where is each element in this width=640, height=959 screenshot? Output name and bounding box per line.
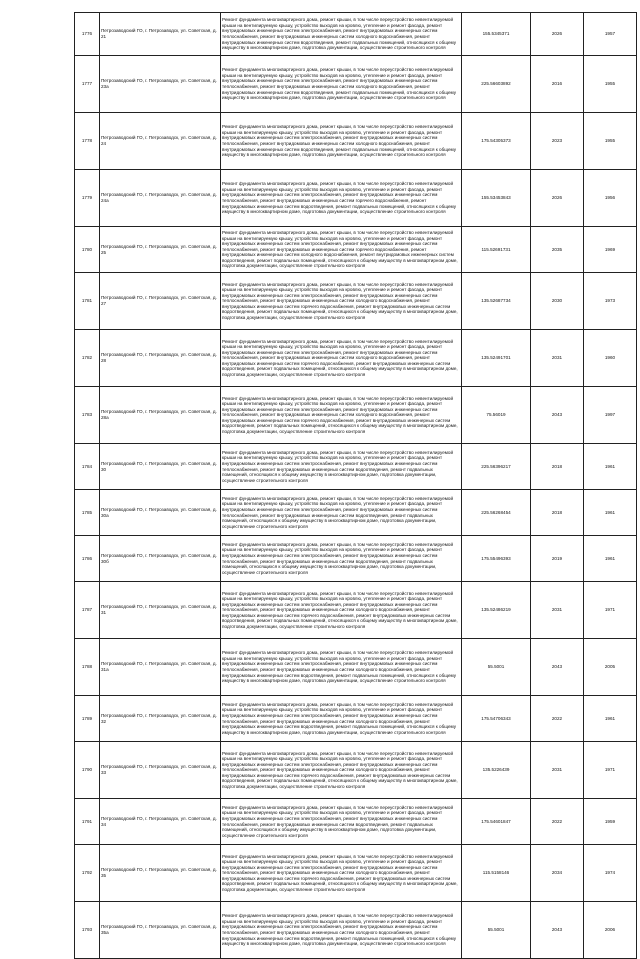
cost-cell: 175.54601847 <box>462 799 531 845</box>
row-number: 1776 <box>75 13 100 56</box>
row-number: 1780 <box>75 227 100 273</box>
work-description-cell: Ремонт фундамента многоквартирного дома, ремонт крыши, в том числе переустройство невентилируемой крыши на вентилируемую крышу, устройство выходов на кровлю, утепление и ремонт фасада, ремонт внутридомовых инженерных систем электроснабжения, ремонт внутридомовых инженерных систем теплоснабжения, ремонт внутридомовых инженерных систем водоотведения, ремонт подвальных помещений, относящихся к общему имуществу в многоквартирном доме, подготовка документации, осуществление строительного контроля <box>221 536 462 582</box>
capital-repair-table <box>74 12 637 959</box>
table-row <box>75 639 637 696</box>
planned-year-cell: 2019 <box>531 536 584 582</box>
row-number: 1782 <box>75 330 100 387</box>
row-number: 1786 <box>75 536 100 582</box>
row-number: 1781 <box>75 273 100 330</box>
row-number: 1793 <box>75 902 100 959</box>
cost-cell: 135.52491701 <box>462 330 531 387</box>
build-year-cell: 2006 <box>584 902 637 959</box>
build-year-cell: 1956 <box>584 170 637 227</box>
address-cell: Петрозаводский ГО, г. Петрозаводск, ул. Советская, д. 27 <box>100 273 221 330</box>
row-number: 1785 <box>75 490 100 536</box>
cost-cell: 75.56019 <box>462 387 531 444</box>
table-row <box>75 113 637 170</box>
work-description-cell: Ремонт фундамента многоквартирного дома, ремонт крыши, в том числе переустройство невентилируемой крыши на вентилируемую крышу, устройство выходов на кровлю, утепление и ремонт фасада, ремонт внутридомовых инженерных систем электроснабжения, ремонт внутридомовых инженерных систем теплоснабжения, ремонт внутридомовых инженерных систем холодного водоснабжения, ремонт внутридомовых инженерных систем горячего водоснабжения, ремонт внутридомовых инженерных систем водоотведения, ремонт подвальных помещений, относящихся к общему имуществу в многоквартирном доме, подготовка документации, осуществление строительного контроля <box>221 387 462 444</box>
address-cell: Петрозаводский ГО, г. Петрозаводск, ул. Советская, д. 23а <box>100 56 221 113</box>
work-description-cell: Ремонт фундамента многоквартирного дома, ремонт крыши, в том числе переустройство невентилируемой крыши на вентилируемую крышу, устройство выходов на кровлю, утепление и ремонт фасада, ремонт внутридомовых инженерных систем электроснабжения, ремонт внутридомовых инженерных систем теплоснабжения, ремонт внутридомовых инженерных систем холодного водоснабжения, ремонт внутридомовых инженерных систем горячего водоснабжения, ремонт внутридомовых инженерных систем водоотведения, ремонт подвальных помещений, относящихся к общему имуществу в многоквартирном доме, подготовка документации, осуществление строительного контроля <box>221 330 462 387</box>
address-cell: Петрозаводский ГО, г. Петрозаводск, ул. Советская, д. 30б <box>100 536 221 582</box>
address-cell: Петрозаводский ГО, г. Петрозаводск, ул. Советская, д. 24а <box>100 170 221 227</box>
table-row <box>75 56 637 113</box>
cost-cell: 175.54706343 <box>462 696 531 742</box>
row-number: 1784 <box>75 444 100 490</box>
build-year-cell: 1961 <box>584 444 637 490</box>
table-row <box>75 902 637 959</box>
address-cell: Петрозаводский ГО, г. Петрозаводск, ул. Советская, д. 32 <box>100 696 221 742</box>
build-year-cell: 1974 <box>584 845 637 902</box>
row-number: 1792 <box>75 845 100 902</box>
work-description-cell: Ремонт фундамента многоквартирного дома, ремонт крыши, в том числе переустройство невентилируемой крыши на вентилируемую крышу, устройство выходов на кровлю, утепление и ремонт фасада, ремонт внутридомовых инженерных систем электроснабжения, ремонт внутридомовых инженерных систем теплоснабжения, ремонт внутридомовых инженерных систем холодного водоснабжения, ремонт внутридомовых инженерных систем водоотведения, ремонт подвальных помещений, относящихся к общему имуществу в многоквартирном доме, подготовка документации, осуществление строительного контроля <box>221 902 462 959</box>
row-number: 1783 <box>75 387 100 444</box>
planned-year-cell: 2043 <box>531 639 584 696</box>
cost-cell: 115.52691731 <box>462 227 531 273</box>
address-cell: Петрозаводский ГО, г. Петрозаводск, ул. Советская, д. 33 <box>100 742 221 799</box>
planned-year-cell: 2031 <box>531 742 584 799</box>
planned-year-cell: 2022 <box>531 799 584 845</box>
work-description-cell: Ремонт фундамента многоквартирного дома, ремонт крыши, в том числе переустройство невентилируемой крыши на вентилируемую крышу, устройство выходов на кровлю, утепление и ремонт фасада, ремонт внутридомовых инженерных систем электроснабжения, ремонт внутридомовых инженерных систем теплоснабжения, ремонт внутридомовых инженерных систем холодного водоснабжения, ремонт внутридомовых инженерных систем водоотведения, ремонт подвальных помещений, относящихся к общему имуществу в многоквартирном доме, подготовка документации, осуществление строительного контроля <box>221 113 462 170</box>
row-number: 1791 <box>75 799 100 845</box>
address-cell: Петрозаводский ГО, г. Петрозаводск, ул. Советская, д. 30а <box>100 490 221 536</box>
planned-year-cell: 2016 <box>531 56 584 113</box>
table-row <box>75 227 637 273</box>
build-year-cell: 1961 <box>584 490 637 536</box>
build-year-cell: 1961 <box>584 696 637 742</box>
build-year-cell: 1997 <box>584 387 637 444</box>
planned-year-cell: 2026 <box>531 13 584 56</box>
cost-cell: 175.55496393 <box>462 536 531 582</box>
build-year-cell: 1957 <box>584 13 637 56</box>
address-cell: Петрозаводский ГО, г. Петрозаводск, ул. Советская, д. 35 <box>100 845 221 902</box>
table-body <box>75 13 637 959</box>
address-cell: Петрозаводский ГО, г. Петрозаводск, ул. Советская, д. 35а <box>100 902 221 959</box>
cost-cell: 55.5001 <box>462 639 531 696</box>
work-description-cell: Ремонт фундамента многоквартирного дома, ремонт крыши, в том числе переустройство невентилируемой крыши на вентилируемую крышу, устройство выходов на кровлю, утепление и ремонт фасада, ремонт внутридомовых инженерных систем электроснабжения, ремонт внутридомовых инженерных систем теплоснабжения, ремонт внутридомовых инженерных систем холодного водоснабжения, ремонт внутридомовых инженерных систем горячего водоснабжения, ремонт внутридомовых инженерных систем водоотведения, ремонт подвальных помещений, относящихся к общему имуществу в многоквартирном доме, подготовка документации, осуществление строительного контроля <box>221 273 462 330</box>
table-row <box>75 582 637 639</box>
row-number: 1779 <box>75 170 100 227</box>
address-cell: Петрозаводский ГО, г. Петрозаводск, ул. Советская, д. 34 <box>100 799 221 845</box>
row-number: 1787 <box>75 582 100 639</box>
work-description-cell: Ремонт фундамента многоквартирного дома, ремонт крыши, в том числе переустройство невентилируемой крыши на вентилируемую крышу, устройство выходов на кровлю, утепление и ремонт фасада, ремонт внутридомовых инженерных систем электроснабжения, ремонт внутридомовых инженерных систем теплоснабжения, ремонт внутридомовых инженерных систем водоотведения, ремонт подвальных помещений, относящихся к общему имуществу в многоквартирном доме, подготовка документации, осуществление строительного контроля <box>221 444 462 490</box>
table-row <box>75 490 637 536</box>
address-cell: Петрозаводский ГО, г. Петрозаводск, ул. Советская, д. 31 <box>100 582 221 639</box>
work-description-cell: Ремонт фундамента многоквартирного дома, ремонт крыши, в том числе переустройство невентилируемой крыши на вентилируемую крышу, устройство выходов на кровлю, утепление и ремонт фасада, ремонт внутридомовых инженерных систем электроснабжения, ремонт внутридомовых инженерных систем теплоснабжения, ремонт внутридомовых инженерных систем холодного водоснабжения, ремонт внутридомовых инженерных систем горячего водоснабжения, ремонт внутридомовых инженерных систем водоотведения, ремонт подвальных помещений, относящихся к общему имуществу в многоквартирном доме, подготовка документации, осуществление строительного контроля <box>221 845 462 902</box>
planned-year-cell: 2043 <box>531 387 584 444</box>
cost-cell: 135.52687734 <box>462 273 531 330</box>
build-year-cell: 1973 <box>584 273 637 330</box>
address-cell: Петрозаводский ГО, г. Петрозаводск, ул. Советская, д. 31а <box>100 639 221 696</box>
build-year-cell: 1961 <box>584 536 637 582</box>
cost-cell: 115.5158146 <box>462 845 531 902</box>
table-row <box>75 536 637 582</box>
work-description-cell: Ремонт фундамента многоквартирного дома, ремонт крыши, в том числе переустройство невентилируемой крыши на вентилируемую крышу, устройство выходов на кровлю, утепление и ремонт фасада, ремонт внутридомовых инженерных систем электроснабжения, ремонт внутридомовых инженерных систем теплоснабжения, ремонт внутридомовых инженерных систем водоотведения, ремонт подвальных помещений, относящихся к общему имуществу в многоквартирном доме, подготовка документации, осуществление строительного контроля <box>221 490 462 536</box>
table-row <box>75 387 637 444</box>
planned-year-cell: 2034 <box>531 845 584 902</box>
build-year-cell: 1960 <box>584 330 637 387</box>
work-description-cell: Ремонт фундамента многоквартирного дома, ремонт крыши, в том числе переустройство невентилируемой крыши на вентилируемую крышу, устройство выходов на кровлю, утепление и ремонт фасада, ремонт внутридомовых инженерных систем электроснабжения, ремонт внутридомовых инженерных систем теплоснабжения, ремонт внутридомовых инженерных систем холодного водоснабжения, ремонт внутридомовых инженерных систем водоотведения, ремонт подвальных помещений, относящихся к общему имуществу в многоквартирном доме, подготовка документации, осуществление строительного контроля <box>221 56 462 113</box>
cost-cell: 155.5345371 <box>462 13 531 56</box>
address-cell: Петрозаводский ГО, г. Петрозаводск, ул. Советская, д. 28а <box>100 387 221 444</box>
work-description-cell: Ремонт фундамента многоквартирного дома, ремонт крыши, в том числе переустройство невентилируемой крыши на вентилируемую крышу, устройство выходов на кровлю, утепление и ремонт фасада, ремонт внутридомовых инженерных систем электроснабжения, ремонт внутридомовых инженерных систем теплоснабжения, ремонт внутридомовых инженерных систем водоотведения, ремонт подвальных помещений, относящихся к общему имуществу в многоквартирном доме, подготовка документации, осуществление строительного контроля <box>221 799 462 845</box>
table-row <box>75 742 637 799</box>
cost-cell: 175.54305373 <box>462 113 531 170</box>
row-number: 1778 <box>75 113 100 170</box>
row-number: 1790 <box>75 742 100 799</box>
address-cell: Петрозаводский ГО, г. Петрозаводск, ул. Советская, д. 25 <box>100 227 221 273</box>
cost-cell: 225.56603892 <box>462 56 531 113</box>
table-row <box>75 273 637 330</box>
table-row <box>75 170 637 227</box>
table-row <box>75 799 637 845</box>
planned-year-cell: 2043 <box>531 902 584 959</box>
planned-year-cell: 2026 <box>531 170 584 227</box>
cost-cell: 155.53453843 <box>462 170 531 227</box>
table-row <box>75 696 637 742</box>
row-number: 1788 <box>75 639 100 696</box>
table-row <box>75 13 637 56</box>
planned-year-cell: 2030 <box>531 273 584 330</box>
work-description-cell: Ремонт фундамента многоквартирного дома, ремонт крыши, в том числе переустройство невентилируемой крыши на вентилируемую крышу, устройство выходов на кровлю, утепление и ремонт фасада, ремонт внутридомовых инженерных систем электроснабжения, ремонт внутридомовых инженерных систем теплоснабжения, ремонт внутридомовых инженерных систем холодного водоснабжения, ремонт внутридомовых инженерных систем горячего водоснабжения, ремонт внутридомовых инженерных систем водоотведения, ремонт подвальных помещений, относящихся к общему имуществу в многоквартирном доме, подготовка документации, осуществление строительного контроля <box>221 742 462 799</box>
build-year-cell: 1959 <box>584 799 637 845</box>
address-cell: Петрозаводский ГО, г. Петрозаводск, ул. Советская, д. 28 <box>100 330 221 387</box>
build-year-cell: 1971 <box>584 582 637 639</box>
build-year-cell: 1969 <box>584 227 637 273</box>
work-description-cell: Ремонт фундамента многоквартирного дома, ремонт крыши, в том числе переустройство невентилируемой крыши на вентилируемую крышу, устройство выходов на кровлю, утепление и ремонт фасада, ремонт внутридомовых инженерных систем электроснабжения, ремонт внутридомовых инженерных систем теплоснабжения, ремонт внутридомовых инженерных систем холодного водоснабжения, ремонт внутридомовых инженерных систем горячего водоснабжения, ремонт внутридомовых инженерных систем водоотведения, ремонт подвальных помещений, относящихся к общему имуществу в многоквартирном доме, подготовка документации, осуществление строительного контроля <box>221 582 462 639</box>
cost-cell: 225.56396217 <box>462 444 531 490</box>
work-description-cell: Ремонт фундамента многоквартирного дома, ремонт крыши, в том числе переустройство невентилируемой крыши на вентилируемую крышу, устройство выходов на кровлю, утепление и ремонт фасада, ремонт внутридомовых инженерных систем электроснабжения, ремонт внутридомовых инженерных систем теплоснабжения, ремонт внутридомовых инженерных систем холодного водоснабжения, ремонт внутридомовых инженерных систем водоотведения, ремонт подвальных помещений, относящихся к общему имуществу в многоквартирном доме, подготовка документации, осуществление строительного контроля <box>221 639 462 696</box>
document-page <box>74 12 620 959</box>
planned-year-cell: 2031 <box>531 330 584 387</box>
work-description-cell: Ремонт фундамента многоквартирного дома, ремонт крыши, в том числе переустройство невентилируемой крыши на вентилируемую крышу, устройство выходов на кровлю, утепление и ремонт фасада, ремонт внутридомовых инженерных систем электроснабжения, ремонт внутридомовых инженерных систем теплоснабжения, ремонт внутридомовых инженерных систем горячего водоснабжения, ремонт внутридомовых инженерных систем водоотведения, ремонт подвальных помещений, относящихся к общему имуществу в многоквартирном доме, подготовка документации, осуществление строительного контроля <box>221 170 462 227</box>
cost-cell: 135.5226439 <box>462 742 531 799</box>
planned-year-cell: 2022 <box>531 696 584 742</box>
work-description-cell: Ремонт фундамента многоквартирного дома, ремонт крыши, в том числе переустройство невентилируемой крыши на вентилируемую крышу, устройство выходов на кровлю, утепление и ремонт фасада, ремонт внутридомовых инженерных систем электроснабжения, ремонт внутридомовых инженерных систем теплоснабжения, ремонт внутридомовых инженерных систем холодного водоснабжения, ремонт внутридомовых инженерных систем водоотведения, ремонт подвальных помещений, относящихся к общему имуществу в многоквартирном доме, подготовка документации, осуществление строительного контроля <box>221 13 462 56</box>
planned-year-cell: 2023 <box>531 113 584 170</box>
address-cell: Петрозаводский ГО, г. Петрозаводск, ул. Советская, д. 21 <box>100 13 221 56</box>
build-year-cell: 1955 <box>584 113 637 170</box>
address-cell: Петрозаводский ГО, г. Петрозаводск, ул. Советская, д. 24 <box>100 113 221 170</box>
table-row <box>75 845 637 902</box>
build-year-cell: 2005 <box>584 639 637 696</box>
cost-cell: 225.56268454 <box>462 490 531 536</box>
table-row <box>75 444 637 490</box>
planned-year-cell: 2018 <box>531 444 584 490</box>
row-number: 1777 <box>75 56 100 113</box>
planned-year-cell: 2018 <box>531 490 584 536</box>
address-cell: Петрозаводский ГО, г. Петрозаводск, ул. Советская, д. 30 <box>100 444 221 490</box>
planned-year-cell: 2031 <box>531 582 584 639</box>
table-row <box>75 330 637 387</box>
build-year-cell: 1955 <box>584 56 637 113</box>
planned-year-cell: 2035 <box>531 227 584 273</box>
cost-cell: 135.52486219 <box>462 582 531 639</box>
cost-cell: 55.5001 <box>462 902 531 959</box>
work-description-cell: Ремонт фундамента многоквартирного дома, ремонт крыши, в том числе переустройство невентилируемой крыши на вентилируемую крышу, устройство выходов на кровлю, утепление и ремонт фасада, ремонт внутридомовых инженерных систем электроснабжения, ремонт внутридомовых инженерных систем теплоснабжения, ремонт внутридомовых инженерных систем холодного водоснабжения, ремонт внутридомовых инженерных систем водоотведения, ремонт подвальных помещений, относящихся к общему имуществу в многоквартирном доме, подготовка документации, осуществление строительного контроля <box>221 696 462 742</box>
work-description-cell: Ремонт фундамента многоквартирного дома, ремонт крыши, в том числе переустройство невентилируемой крыши на вентилируемую крышу, устройство выходов на кровлю, утепление и ремонт фасада, ремонт внутридомовых инженерных систем электроснабжения, ремонт внутридомовых инженерных систем теплоснабжения, ремонт внутридомовых инженерных систем горячего водоснабжения, ремонт внутридомовых инженерных систем холодного водоснабжения, ремонт внутридомовых инженерных систем водоотведения, ремонт подвальных помещений, относящихся к общему имуществу в многоквартирном доме, подготовка документации, осуществление строительного контроля <box>221 227 462 273</box>
row-number: 1789 <box>75 696 100 742</box>
build-year-cell: 1971 <box>584 742 637 799</box>
